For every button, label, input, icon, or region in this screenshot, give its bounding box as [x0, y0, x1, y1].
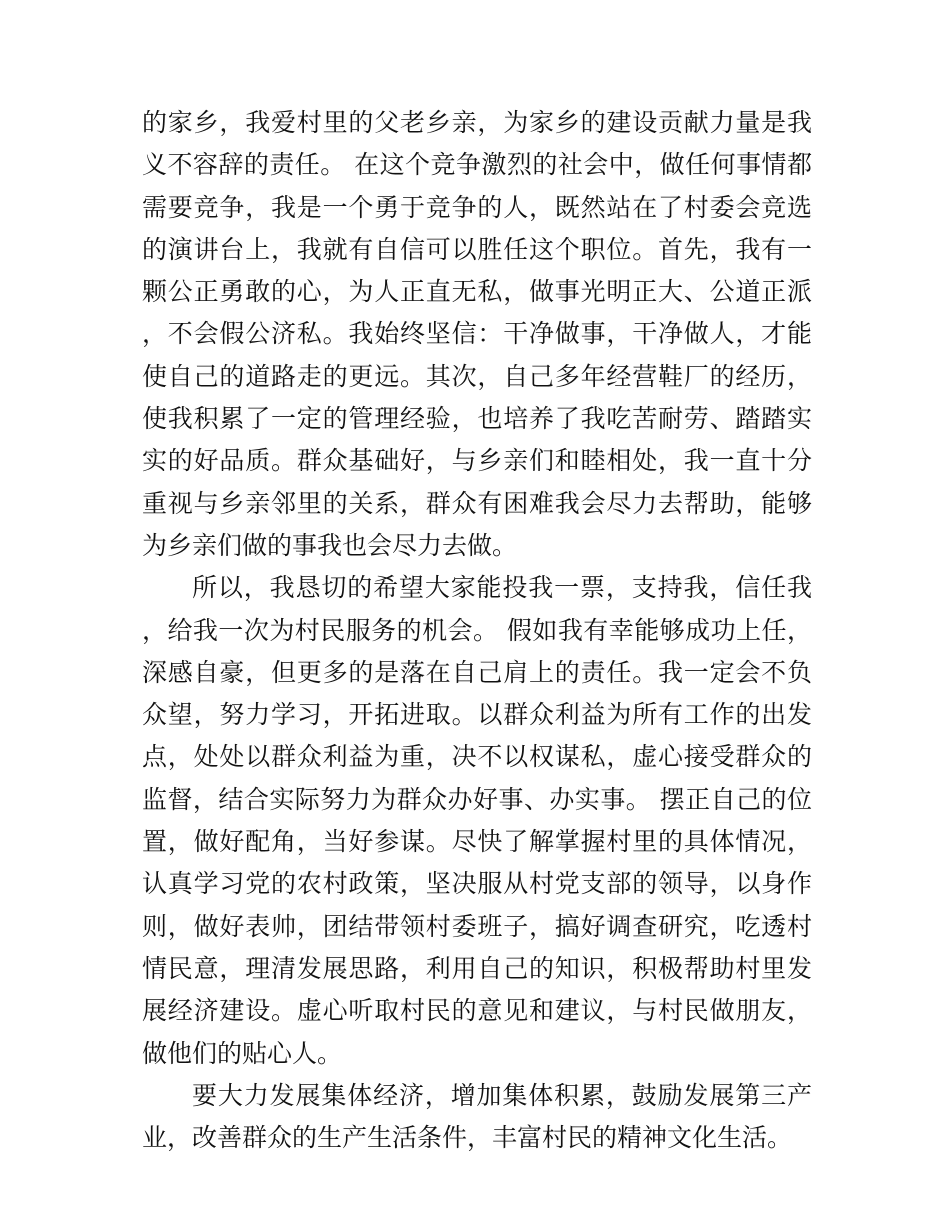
document-body	[142, 102, 812, 1159]
paragraph-2: 所以，我恳切的希望大家能投我一票，支持我，信任我，给我一次为村民服务的机会。 假如我有幸能够成功上任，深感自豪，但更多的是落在自己肩上的责任。我一定会不负众望，努力学习，开拓进取。以群众利益为所有工作的出发点，处处以群众利益为重，决不以权谋私，虚心接受群众的监督，结合实际努力为群众办好事、办实事。 摆正自己的位置，做好配角，当好参谋。尽快了解掌握村里的具体情况，认真学习党的农村政策，坚决服从村党支部的领导，以身作则，做好表帅，团结带领村委班子，搞好调查研究，吃透村情民意，理清发展思路，利用自己的知识，积极帮助村里发展经济建设。虚心听取村民的意见和建议，与村民做朋友，做他们的贴心人。	[142, 573, 812, 1068]
paragraph-3: 要大力发展集体经济，增加集体积累，鼓励发展第三产业，改善群众的生产生活条件，丰富村民的精神文化生活。	[142, 1080, 812, 1153]
paragraph-1: 的家乡，我爱村里的父老乡亲，为家乡的建设贡献力量是我义不容辞的责任。 在这个竞争激烈的社会中，做任何事情都需要竞争，我是一个勇于竞争的人，既然站在了村委会竞选的演讲台上，我就有自信可以胜任这个职位。首先，我有一颗公正勇敢的心，为人正直无私，做事光明正大、公道正派，不会假公济私。我始终坚信：干净做事，干净做人，才能使自己的道路走的更远。其次，自己多年经营鞋厂的经历，使我积累了一定的管理经验，也培养了我吃苦耐劳、踏踏实实的好品质。群众基础好，与乡亲们和睦相处，我一直十分重视与乡亲邻里的关系，群众有困难我会尽力去帮助，能够为乡亲们做的事我也会尽力去做。	[142, 108, 812, 560]
